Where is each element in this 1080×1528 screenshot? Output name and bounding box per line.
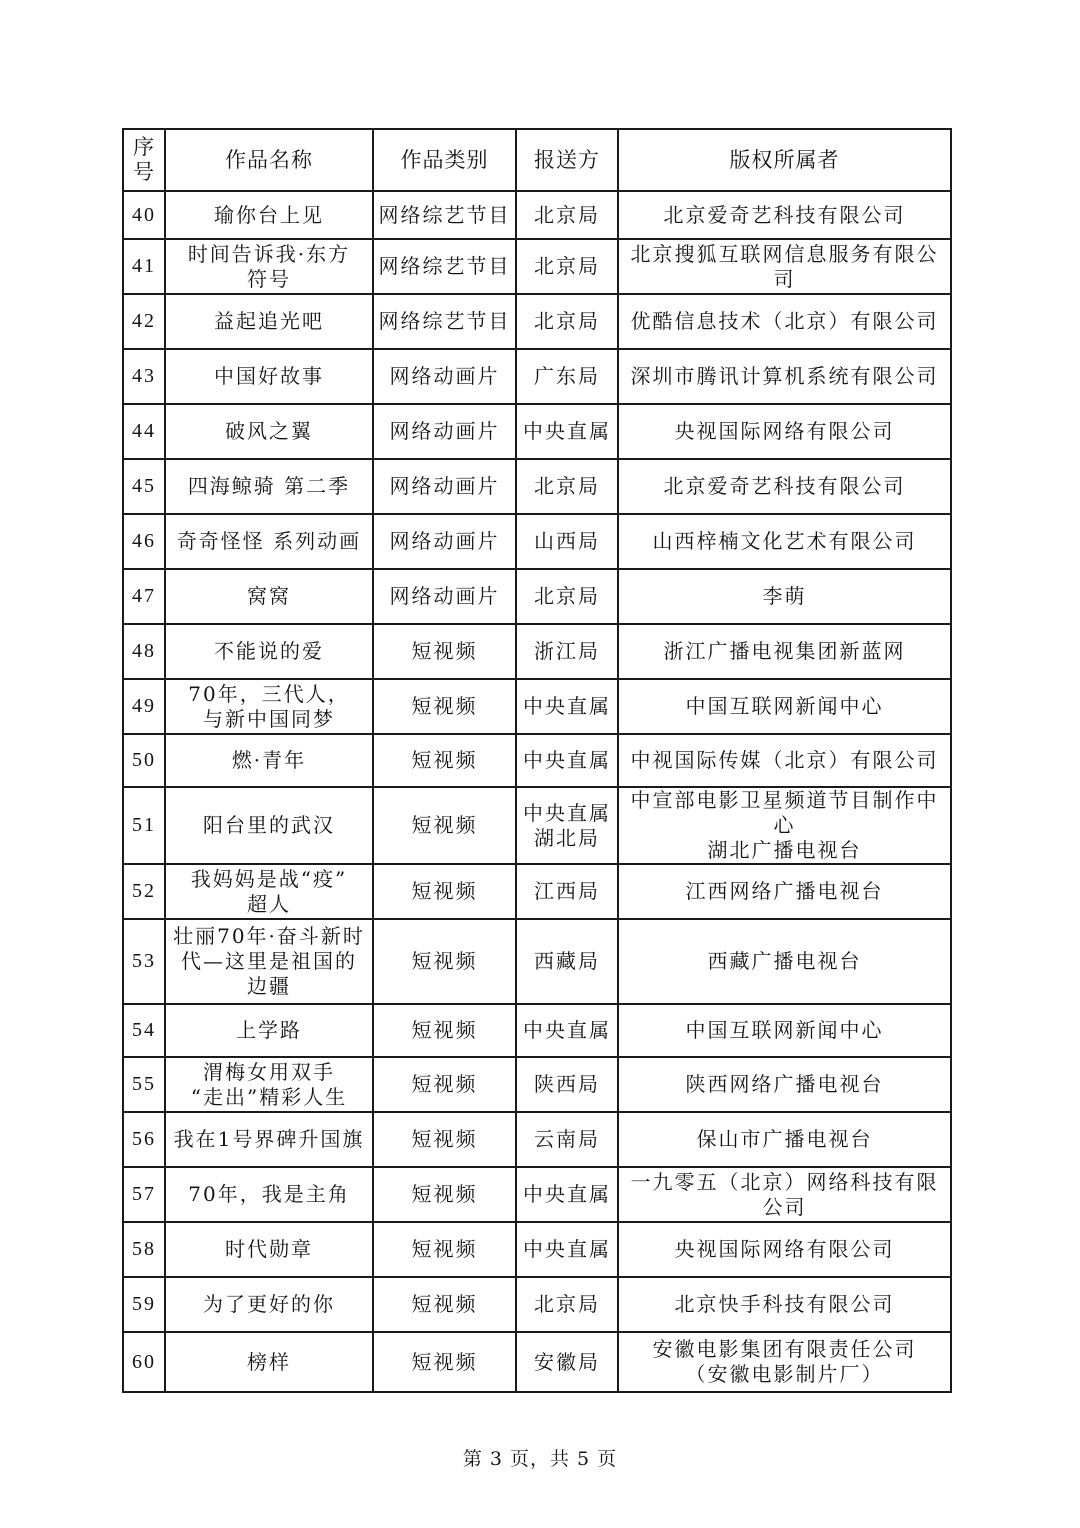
owner-cell: 北京爱奇艺科技有限公司 — [618, 191, 951, 239]
owner-cell: 中国互联网新闻中心 — [618, 1004, 951, 1057]
category-cell: 网络动画片 — [373, 459, 516, 514]
submitter-cell: 西藏局 — [516, 919, 618, 1004]
owner-cell: 浙江广播电视集团新蓝网 — [618, 624, 951, 679]
table-row — [123, 1277, 951, 1332]
serial-cell: 47 — [123, 569, 165, 624]
category-cell: 网络综艺节目 — [373, 239, 516, 294]
owner-cell: 北京爱奇艺科技有限公司 — [618, 459, 951, 514]
table-row — [123, 1222, 951, 1277]
table-row — [123, 679, 951, 734]
owner-cell: 李萌 — [618, 569, 951, 624]
category-cell: 网络综艺节目 — [373, 294, 516, 349]
submitter-cell: 中央直属 — [516, 404, 618, 459]
owner-cell: 中宣部电影卫星频道节目制作中心 湖北广播电视台 — [618, 787, 951, 864]
title-cell: 燃·青年 — [165, 734, 373, 787]
owner-cell: 优酷信息技术（北京）有限公司 — [618, 294, 951, 349]
title-cell: 阳台里的武汉 — [165, 787, 373, 864]
serial-cell: 54 — [123, 1004, 165, 1057]
title-cell: 我在1号界碑升国旗 — [165, 1112, 373, 1167]
works-table — [122, 128, 952, 1393]
table-row — [123, 514, 951, 569]
title-cell: 时代勋章 — [165, 1222, 373, 1277]
serial-cell: 46 — [123, 514, 165, 569]
category-cell: 短视频 — [373, 679, 516, 734]
submitter-cell: 北京局 — [516, 1277, 618, 1332]
category-cell: 网络动画片 — [373, 514, 516, 569]
category-cell: 短视频 — [373, 624, 516, 679]
serial-cell: 41 — [123, 239, 165, 294]
title-cell: 四海鲸骑 第二季 — [165, 459, 373, 514]
title-cell: 壮丽70年·奋斗新时 代—这里是祖国的 边疆 — [165, 919, 373, 1004]
table-row — [123, 787, 951, 864]
table-row — [123, 239, 951, 294]
serial-cell: 57 — [123, 1167, 165, 1222]
table-row — [123, 1167, 951, 1222]
serial-cell: 51 — [123, 787, 165, 864]
owner-cell: 陕西网络广播电视台 — [618, 1057, 951, 1112]
table-row — [123, 349, 951, 404]
title-cell: 为了更好的你 — [165, 1277, 373, 1332]
category-cell: 短视频 — [373, 864, 516, 919]
submitter-cell: 中央直属 — [516, 734, 618, 787]
category-cell: 短视频 — [373, 1277, 516, 1332]
owner-cell: 山西梓楠文化艺术有限公司 — [618, 514, 951, 569]
submitter-cell: 中央直属 — [516, 1222, 618, 1277]
submitter-cell: 中央直属 — [516, 1167, 618, 1222]
owner-cell: 中国互联网新闻中心 — [618, 679, 951, 734]
owner-cell: 西藏广播电视台 — [618, 919, 951, 1004]
owner-cell: 央视国际网络有限公司 — [618, 1222, 951, 1277]
owner-cell: 央视国际网络有限公司 — [618, 404, 951, 459]
title-cell: 榜样 — [165, 1332, 373, 1392]
category-cell: 短视频 — [373, 1167, 516, 1222]
serial-cell: 50 — [123, 734, 165, 787]
category-cell: 短视频 — [373, 1222, 516, 1277]
table-row — [123, 459, 951, 514]
submitter-cell: 云南局 — [516, 1112, 618, 1167]
title-cell: 益起追光吧 — [165, 294, 373, 349]
table-row — [123, 919, 951, 1004]
serial-cell: 40 — [123, 191, 165, 239]
submitter-cell: 陕西局 — [516, 1057, 618, 1112]
title-cell: 奇奇怪怪 系列动画 — [165, 514, 373, 569]
table-row — [123, 1004, 951, 1057]
submitter-cell: 浙江局 — [516, 624, 618, 679]
serial-cell: 59 — [123, 1277, 165, 1332]
table-row — [123, 294, 951, 349]
submitter-cell: 北京局 — [516, 191, 618, 239]
header-owner: 版权所属者 — [618, 129, 951, 191]
submitter-cell: 江西局 — [516, 864, 618, 919]
table-row — [123, 864, 951, 919]
table-body — [123, 191, 951, 1392]
category-cell: 网络动画片 — [373, 569, 516, 624]
title-cell: 瑜你台上见 — [165, 191, 373, 239]
owner-cell: 江西网络广播电视台 — [618, 864, 951, 919]
category-cell: 网络动画片 — [373, 349, 516, 404]
category-cell: 短视频 — [373, 919, 516, 1004]
header-title: 作品名称 — [165, 129, 373, 191]
category-cell: 短视频 — [373, 1332, 516, 1392]
table-row — [123, 624, 951, 679]
title-cell: 渭梅女用双手 “走出”精彩人生 — [165, 1057, 373, 1112]
table-row — [123, 734, 951, 787]
title-cell: 破风之翼 — [165, 404, 373, 459]
category-cell: 短视频 — [373, 1057, 516, 1112]
page-number: 第 3 页，共 5 页 — [462, 1448, 618, 1470]
serial-cell: 43 — [123, 349, 165, 404]
submitter-cell: 中央直属 — [516, 679, 618, 734]
title-cell: 窝窝 — [165, 569, 373, 624]
submitter-cell: 山西局 — [516, 514, 618, 569]
serial-cell: 45 — [123, 459, 165, 514]
submitter-cell: 中央直属 — [516, 1004, 618, 1057]
owner-cell: 中视国际传媒（北京）有限公司 — [618, 734, 951, 787]
submitter-cell: 中央直属 湖北局 — [516, 787, 618, 864]
submitter-cell: 北京局 — [516, 569, 618, 624]
serial-cell: 53 — [123, 919, 165, 1004]
title-cell: 不能说的爱 — [165, 624, 373, 679]
submitter-cell: 广东局 — [516, 349, 618, 404]
serial-cell: 58 — [123, 1222, 165, 1277]
header-serial: 序号 — [123, 129, 165, 191]
title-cell: 上学路 — [165, 1004, 373, 1057]
category-cell: 短视频 — [373, 787, 516, 864]
table-header-row — [123, 129, 951, 191]
owner-cell: 北京搜狐互联网信息服务有限公司 — [618, 239, 951, 294]
table-row — [123, 569, 951, 624]
serial-cell: 55 — [123, 1057, 165, 1112]
submitter-cell: 北京局 — [516, 294, 618, 349]
table-row — [123, 191, 951, 239]
serial-cell: 44 — [123, 404, 165, 459]
table-row — [123, 1112, 951, 1167]
title-cell: 时间告诉我·东方 符号 — [165, 239, 373, 294]
category-cell: 短视频 — [373, 1112, 516, 1167]
category-cell: 短视频 — [373, 734, 516, 787]
owner-cell: 一九零五（北京）网络科技有限 公司 — [618, 1167, 951, 1222]
owner-cell: 北京快手科技有限公司 — [618, 1277, 951, 1332]
serial-cell: 52 — [123, 864, 165, 919]
table-row — [123, 1057, 951, 1112]
title-cell: 我妈妈是战“疫” 超人 — [165, 864, 373, 919]
owner-cell: 深圳市腾讯计算机系统有限公司 — [618, 349, 951, 404]
submitter-cell: 北京局 — [516, 459, 618, 514]
serial-cell: 42 — [123, 294, 165, 349]
header-submitter: 报送方 — [516, 129, 618, 191]
title-cell: 中国好故事 — [165, 349, 373, 404]
title-cell: 70年，三代人， 与新中国同梦 — [165, 679, 373, 734]
table-row — [123, 404, 951, 459]
owner-cell: 保山市广播电视台 — [618, 1112, 951, 1167]
serial-cell: 48 — [123, 624, 165, 679]
category-cell: 网络动画片 — [373, 404, 516, 459]
serial-cell: 60 — [123, 1332, 165, 1392]
submitter-cell: 北京局 — [516, 239, 618, 294]
serial-cell: 56 — [123, 1112, 165, 1167]
submitter-cell: 安徽局 — [516, 1332, 618, 1392]
title-cell: 70年，我是主角 — [165, 1167, 373, 1222]
category-cell: 网络综艺节目 — [373, 191, 516, 239]
owner-cell: 安徽电影集团有限责任公司 （安徽电影制片厂） — [618, 1332, 951, 1392]
header-category: 作品类别 — [373, 129, 516, 191]
serial-cell: 49 — [123, 679, 165, 734]
table-row — [123, 1332, 951, 1392]
category-cell: 短视频 — [373, 1004, 516, 1057]
